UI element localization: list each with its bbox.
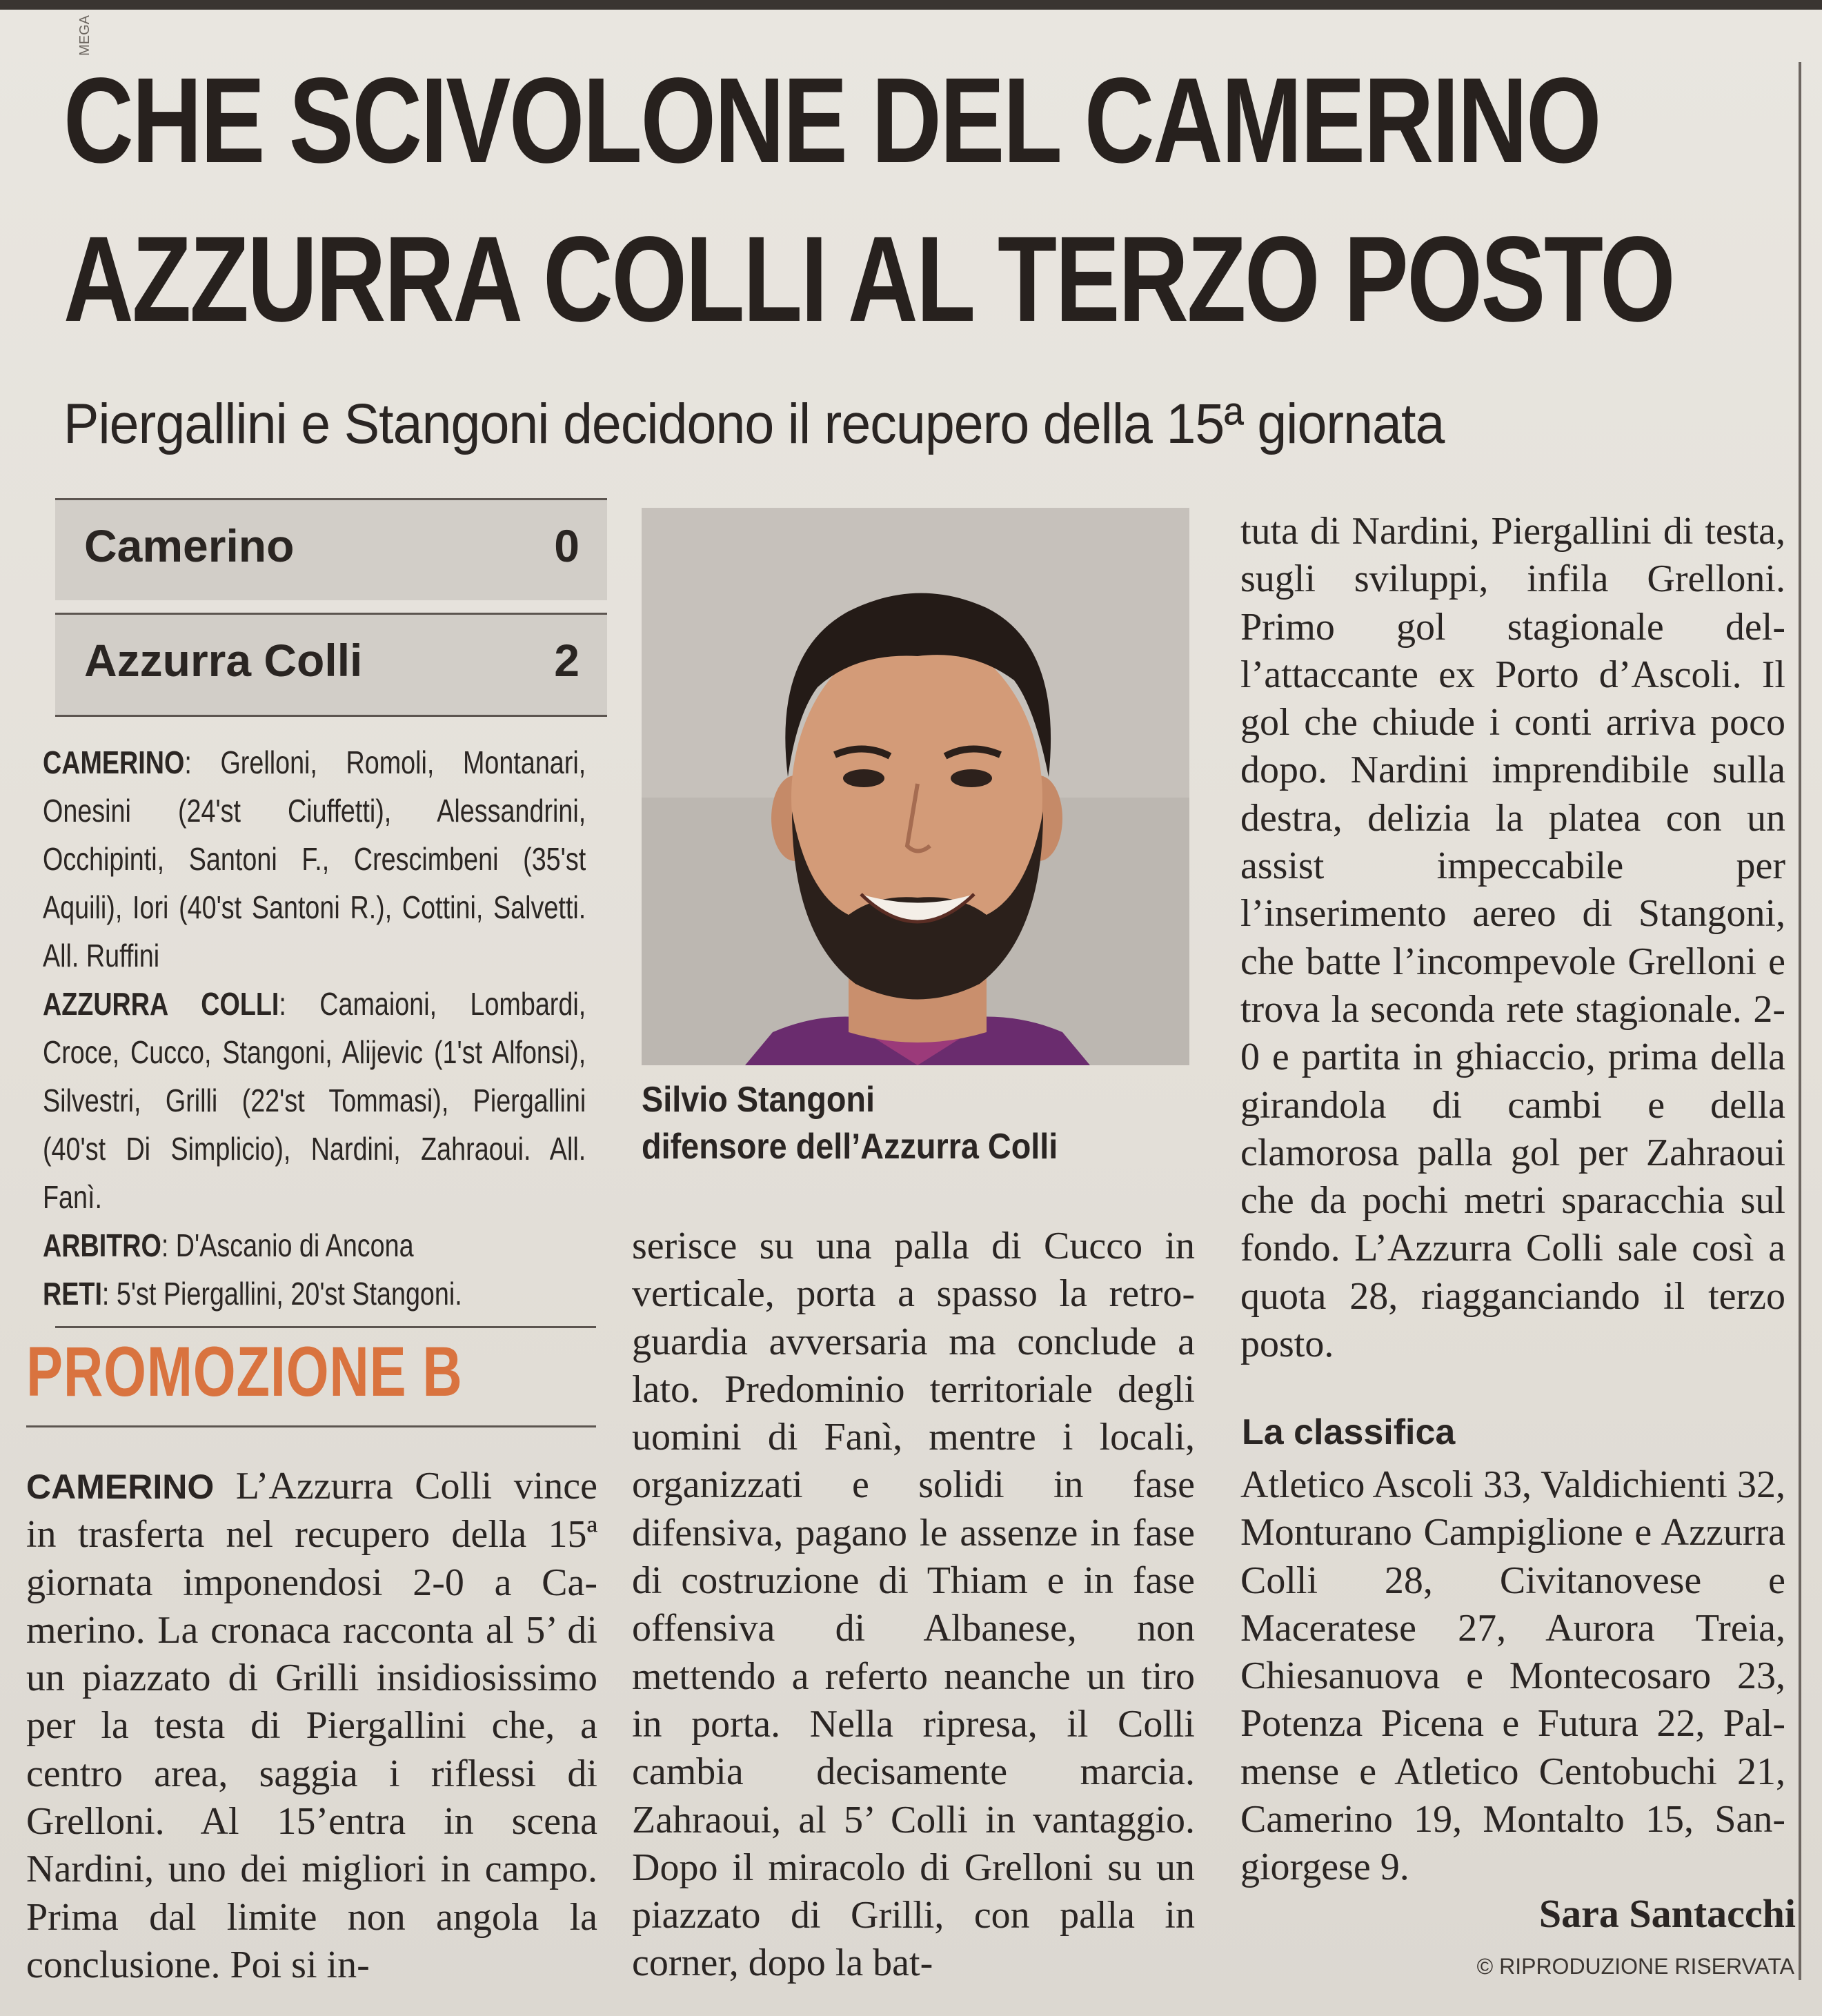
headline-line-2: AZZURRA COLLI AL TERZO POSTO <box>63 212 1674 347</box>
divider-below-category <box>26 1425 596 1427</box>
article-text: serisce su una palla di Cucco in verticale, porta a spasso la retroguardia avversaria ma conclude a lato. Predominio territoriale degli uomini di Fanì, mentre i locali, organizzati e solidi in fase difensiva, pagano le assenze in fase di costruzione di Thiam e in fase offensiva di Albanese, non mettendo a referto neanche un tiro in porta. Nella ripresa, il Colli cambia decisamente marcia. Zahraoui, al 5’ Colli in vantaggio. Dopo il miracolo di Grelloni su un piazzato di Grilli, con palla in corner, dopo la bat- <box>632 1225 1195 1985</box>
referee-label: ARBITRO <box>43 1227 161 1263</box>
lineup-text: : Camaioni, Lombardi, Croce, Cucco, Stangoni, Alijevic (1'st Alfonsi), Silvestri, Grilli (22'st Tommasi), Piergallini (40'st Di Simplicio), Nardini, Zahraoui. All. Fanì. <box>43 986 586 1215</box>
referee <box>43 1221 586 1269</box>
article-column-2 <box>632 1223 1195 1988</box>
referee-text: : D'Ascanio di Ancona <box>161 1227 414 1263</box>
article-column-1 <box>26 1463 597 1989</box>
caption-name: Silvio Stangoni <box>642 1080 875 1120</box>
article-text: L’Azzurra Colli vince in trasferta nel recupero della 15ª giornata imponendosi 2-0 a Camerino. La cronaca racconta al 5’ di un piazzato di Grilli insidiosissimo per la testa di Piergallini che, a centro area, saggia i riflessi di Grelloni. Al 15’entra in scena Nardini, uno dei migliori in campo. Prima dal limite non angola la conclusione. Poi si in- <box>26 1465 597 1986</box>
subheadline: Piergallini e Stangoni decidono il recupero della 15ª giornata <box>63 393 1445 455</box>
dateline: CAMERINO <box>26 1467 215 1506</box>
divider-above-category <box>55 1326 596 1328</box>
photo-caption <box>642 1076 1138 1170</box>
headline-line-1: CHE SCIVOLONE DEL CAMERINO <box>63 53 1601 188</box>
top-border <box>0 0 1822 10</box>
goals-text: : 5'st Piergallini, 20'st Stangoni. <box>101 1276 462 1312</box>
lineup-camerino <box>43 738 586 980</box>
goals-scored <box>43 1269 586 1318</box>
player-portrait-image <box>642 508 1189 1065</box>
away-team: Azzurra Colli <box>84 635 363 686</box>
lineup-text: : Grelloni, Romoli, Montanari, Onesini (24'st Ciuffetti), Alessandrini, Occhipinti, Santoni F., Crescimbeni (35'st Aquili), Iori (40'st Santoni R.), Cottini, Salvetti. All. Ruffini <box>43 744 586 974</box>
caption-role: difensore dell’Azzurra Colli <box>642 1127 1058 1167</box>
goals-label: RETI <box>43 1276 102 1312</box>
lineup-azzurra <box>43 980 586 1221</box>
section-marker: MEGA <box>77 15 92 56</box>
lineup-label: AZZURRA COLLI <box>43 986 279 1022</box>
lineup-label: CAMERINO <box>43 744 185 780</box>
home-goals: 0 <box>554 520 580 571</box>
score-row-home <box>55 498 607 600</box>
standings-paragraph: Atletico Ascoli 33, Valdichienti 32, Monturano Campiglione e Azzurra Colli 28, Civitanovese e Maceratese 27, Aurora Treia, Chiesanuova e Montecosaro 23, Potenza Picena e Futura 22, Palmense e Atletico Centobuchi 21, Camerino 19, Montalto 15, Sangiorgese 9. <box>1240 1463 1785 1889</box>
copyright-notice: © RIPRODUZIONE RISERVATA <box>1476 1954 1794 1979</box>
score-row-away <box>55 613 607 717</box>
standings-title: La classifica <box>1242 1412 1456 1452</box>
article-column-3 <box>1240 508 1785 1368</box>
article-paragraph <box>26 1463 597 1989</box>
category-label: PROMOZIONE B <box>26 1332 463 1411</box>
standings-text <box>1240 1461 1785 1892</box>
author-byline: Sara Santacchi <box>1538 1891 1796 1936</box>
player-photo <box>642 508 1189 1065</box>
column-divider-right <box>1799 62 1801 1980</box>
away-goals: 2 <box>554 635 580 686</box>
match-lineups <box>43 738 586 1318</box>
score-box <box>55 498 607 717</box>
home-team: Camerino <box>84 520 295 571</box>
article-text: tuta di Nardini, Piergallini di testa, sugli sviluppi, infila Grelloni. Primo gol stagionale dell’attaccante ex Porto d’Ascoli. Il gol che chiude i conti arriva poco dopo. Nardini imprendibile sulla destra, delizia la platea con un assist impeccabile per l’inserimento aereo di Stangoni, che batte l’incompevole Grelloni e trova la seconda rete stagionale. 2-0 e partita in ghiaccio, prima della girandola di cambi e della clamorosa palla gol per Zahraoui che da pochi metri sparacchia sul fondo. L’Azzurra Colli sale così a quota 28, riagganciando il terzo posto. <box>1240 510 1785 1366</box>
headline <box>63 41 1674 359</box>
